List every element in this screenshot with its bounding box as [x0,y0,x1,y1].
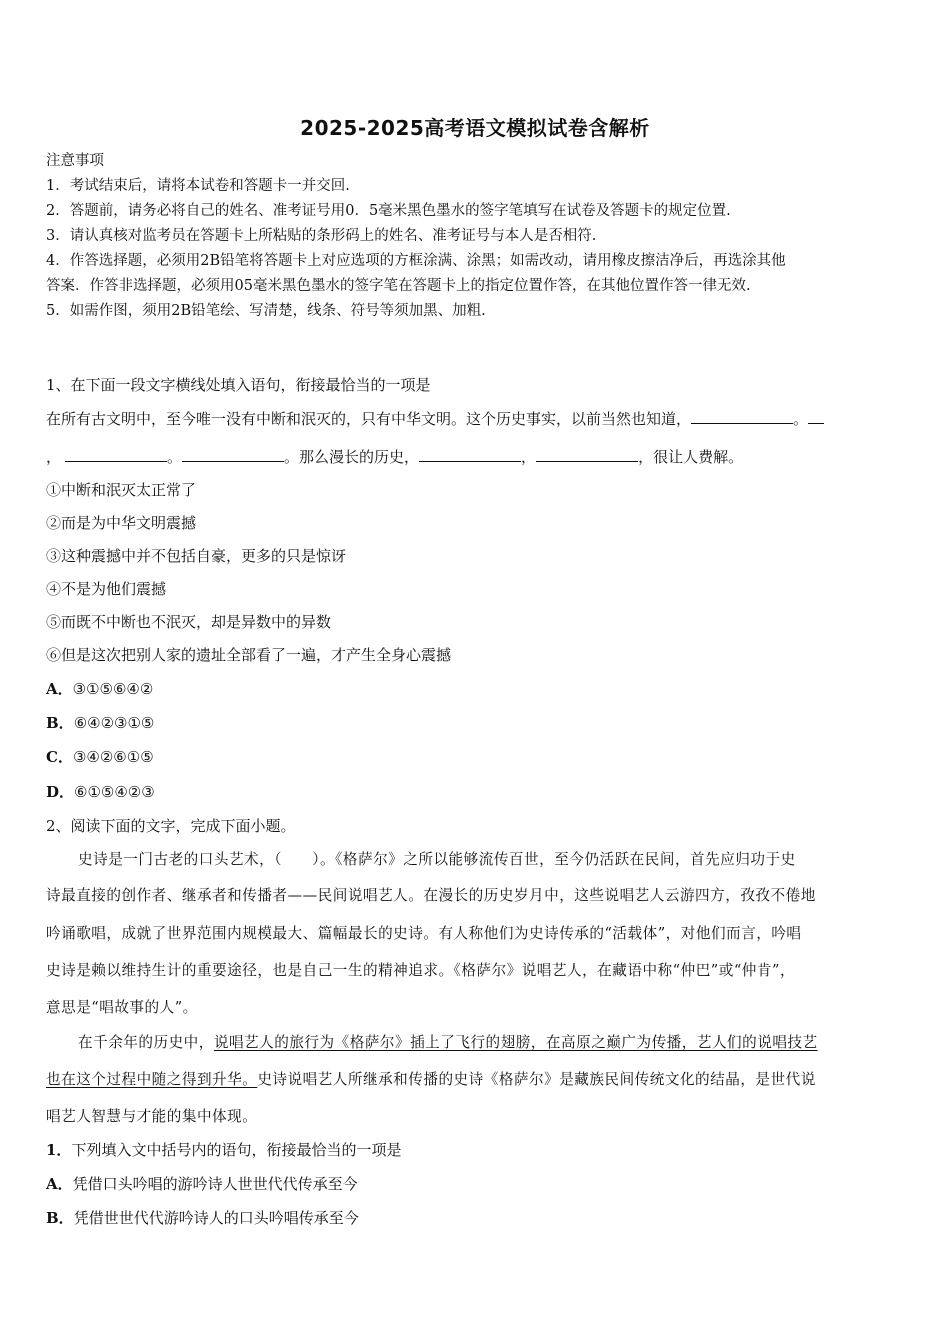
question-1-passage-line [46,409,904,429]
passage-text: ， [46,448,62,466]
sentence-item: ④不是为他们震撼 [46,580,167,598]
option-a[interactable] [46,679,904,699]
sentence-item: ⑥但是这次把别人家的遗址全部看了一遍，才产生全身心震撼 [46,646,452,664]
passage-text: 在千余年的历史中， [78,1034,214,1051]
option-letter: B． [46,1209,74,1227]
option-letter: D． [46,783,75,801]
option-text: ⑥④②③①⑤ [73,714,155,732]
option-b[interactable] [46,713,904,733]
option-letter: A． [46,1175,73,1193]
fill-blank-4[interactable] [182,447,284,462]
question-1-passage-line [46,447,904,467]
notice-heading: 注意事项 [46,153,104,169]
underlined-sentence: 也在这个过程中随之得到升华。 [46,1071,258,1088]
underlined-sentence: 说唱艺人的旅行为《格萨尔》插上了飞行的翅膀，在高原之巅广为传播，艺人们的说唱技艺 [213,1034,818,1051]
fill-blank-3[interactable] [65,447,167,462]
reading-passage-line [46,1033,904,1053]
reading-passage-line [46,1070,904,1090]
fill-blank-2[interactable] [808,409,824,424]
notice-item: 1．考试结束后，请将本试卷和答题卡一并交回. [46,178,350,194]
reading-passage-line: 诗最直接的创作者、继承者和传播者——民间说唱艺人。在漫长的历史岁月中，这些说唱艺人云游四方，孜孜不倦地 [46,887,816,904]
notice-item: 答案．作答非选择题，必须用05毫米黑色墨水的签字笔在答题卡上的指定位置作答，在其他位置作答一律无效. [46,278,751,294]
option-d[interactable] [46,782,904,802]
passage-text: 史诗说唱艺人所继承和传播的史诗《格萨尔》是藏族民间传统文化的结晶，是世代说 [257,1071,816,1088]
notice-item: 5．如需作图，须用2B铅笔绘、写清楚，线条、符号等须加黑、加粗. [46,303,486,319]
sentence-item: ②而是为中华文明震撼 [46,514,197,532]
fill-blank-1[interactable] [691,409,793,424]
sub-question-1-stem [46,1140,904,1160]
passage-text: 。 [167,448,183,466]
question-1-stem: 1、在下面一段文字横线处填入语句，衔接最恰当的一项是 [46,376,431,394]
option-text: ③④②⑥①⑤ [72,748,154,766]
option-letter: B． [46,714,74,732]
passage-text: ，很让人费解。 [638,448,744,466]
sentence-item: ⑤而既不中断也不泯灭，却是异数中的异数 [46,613,332,631]
notice-item: 2．答题前，请务必将自己的姓名、准考证号用0．5毫米黑色墨水的签字笔填写在试卷及答题卡的规定位置. [46,203,731,219]
option-letter: C． [46,748,73,766]
sub-option-b[interactable] [46,1208,904,1228]
fill-blank-6[interactable] [536,447,638,462]
reading-passage-line: 史诗是赖以维持生计的重要途径，也是自己一生的精神追求。《格萨尔》说唱艺人，在藏语中称“仲巴”或“仲肯”， [46,962,796,979]
option-text: ③①⑤⑥④② [72,680,154,698]
fill-blank-5[interactable] [419,447,521,462]
sentence-item: ③这种震撼中并不包括自豪，更多的只是惊讶 [46,547,347,565]
passage-text: 在所有古文明中，至今唯一没有中断和泯灭的，只有中华文明。这个历史事实，以前当然也知道， [46,410,692,428]
passage-text: ， [521,448,537,466]
option-c[interactable] [46,747,904,767]
sub-question-number: 1． [46,1141,72,1159]
question-2-stem: 2、阅读下面的文字，完成下面小题。 [46,817,296,835]
sub-question-text: 下列填入文中括号内的语句，衔接最恰当的一项是 [71,1141,402,1159]
reading-passage-line: 史诗是一门古老的口头艺术，（ ）。《格萨尔》之所以能够流传百世，至今仍活跃在民间，首先应归功于史 [78,851,796,868]
option-text: 凭借世世代代游吟诗人的口头吟唱传承至今 [73,1209,359,1227]
option-letter: A． [46,680,73,698]
notice-item: 3．请认真核对监考员在答题卡上所粘贴的条形码上的姓名、准考证号与本人是否相符. [46,228,597,244]
reading-passage-line: 吟诵歌唱，成就了世界范围内规模最大、篇幅最长的史诗。有人称他们为史诗传承的“活载体”，对他们而言，吟唱 [46,925,802,942]
passage-text: 。 [793,410,809,428]
option-text: 凭借口头吟唱的游吟诗人世世代代传承至今 [72,1175,358,1193]
reading-passage-line: 唱艺人智慧与才能的集中体现。 [46,1108,258,1125]
notice-item: 4．作答选择题，必须用2B铅笔将答题卡上对应选项的方框涂满、涂黑；如需改动，请用橡皮擦洁净后，再选涂其他 [46,253,786,269]
option-text: ⑥①⑤④②③ [74,783,155,801]
page-title: 2025-2025高考语文模拟试卷含解析 [300,116,650,140]
reading-passage-line: 意思是“唱故事的人”。 [46,999,198,1016]
passage-text: 。那么漫长的历史， [284,448,420,466]
sub-option-a[interactable] [46,1174,904,1194]
sentence-item: ①中断和泯灭太正常了 [46,481,197,499]
